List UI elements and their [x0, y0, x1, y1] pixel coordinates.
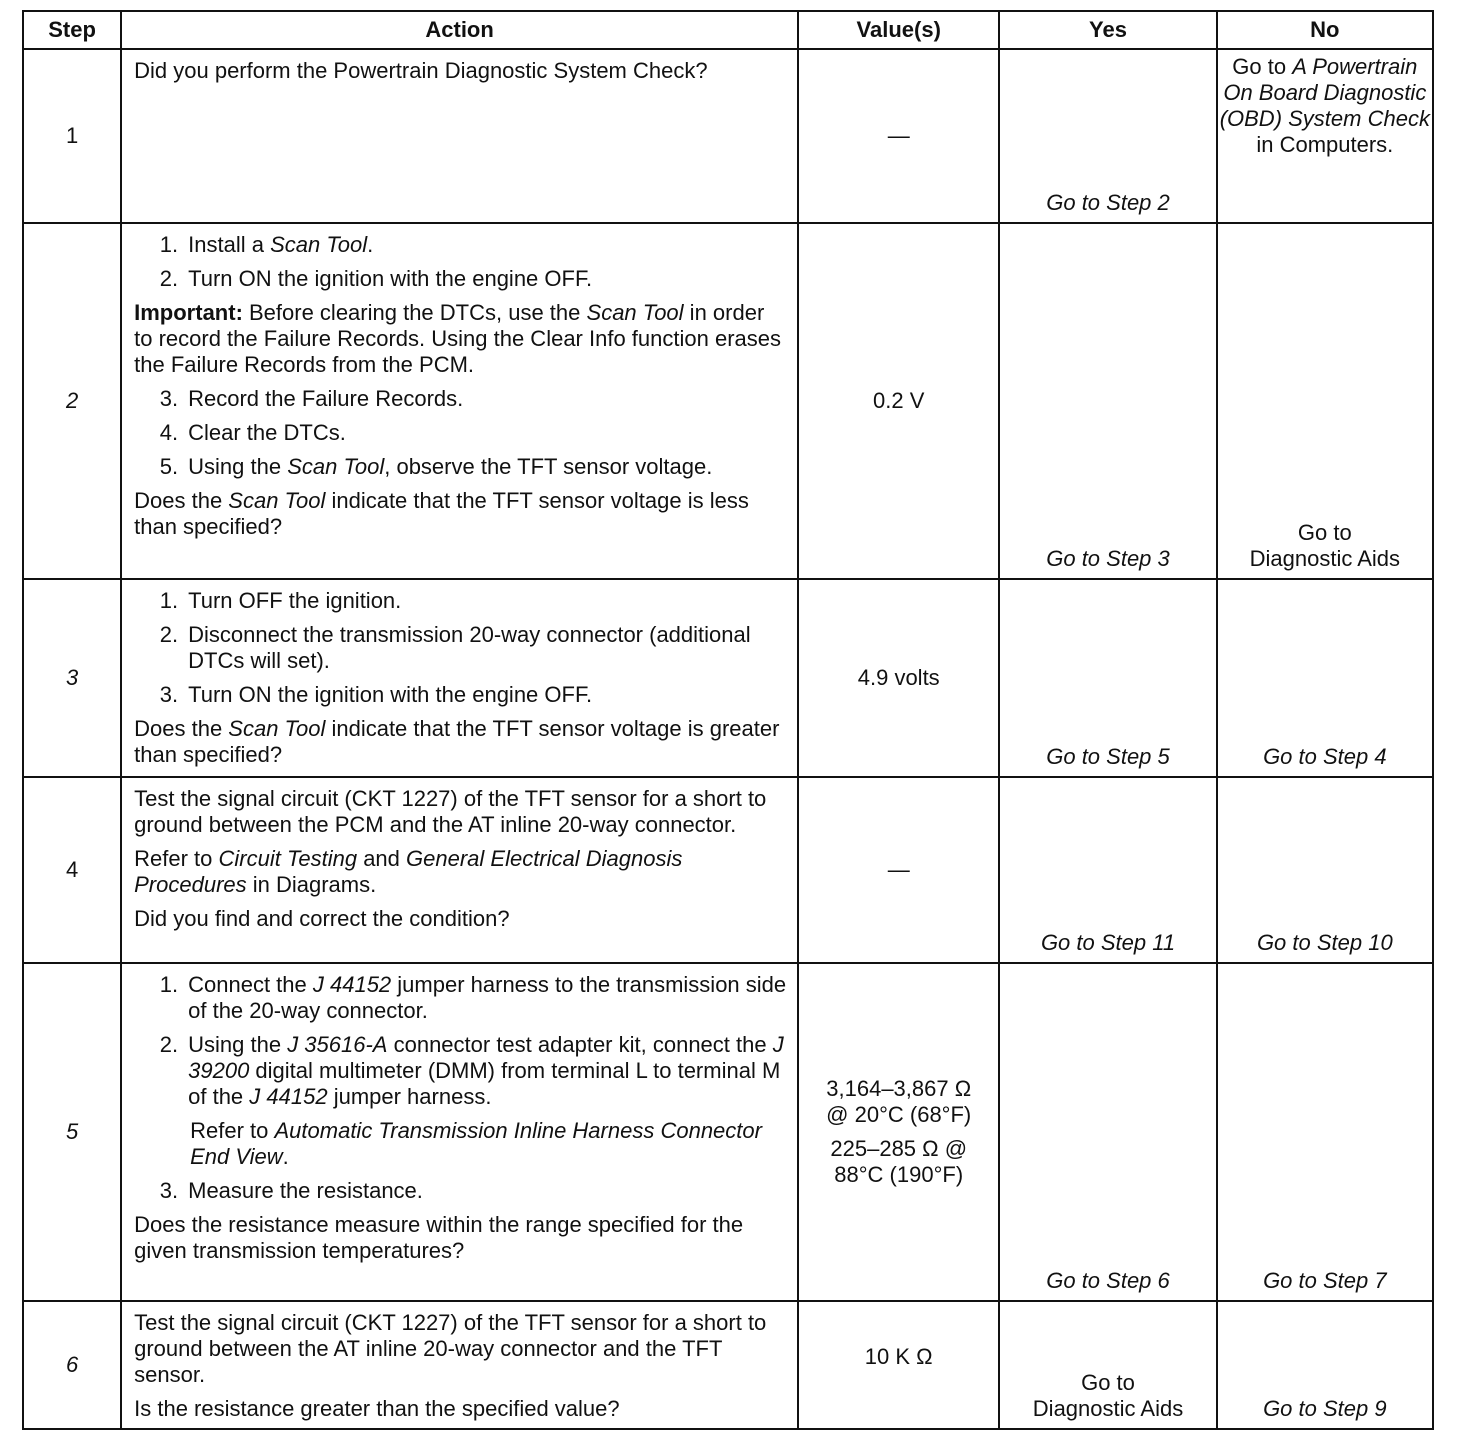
ref-text: and [357, 846, 407, 871]
action-cell [121, 49, 798, 223]
tool-name: Scan Tool [270, 232, 368, 257]
tool-name: J 39200 [188, 1032, 784, 1083]
action-cell [121, 963, 798, 1301]
list-text: Connect the [188, 972, 313, 997]
step-number: 1 [23, 49, 121, 223]
header-step: Step [23, 11, 121, 49]
action-text: Test the signal circuit (CKT 1227) of the TFT sensor for a short to ground between the AT inline 20-way connector and the TFT sensor. [134, 1310, 767, 1387]
reference-text [134, 1118, 787, 1170]
question-text: Does the [134, 488, 229, 513]
ref-link: Circuit Testing [218, 846, 358, 871]
list-text: jumper harness to the transmission side of the 20-way connector. [188, 972, 787, 1023]
list-text: Install a [188, 232, 271, 257]
no-text-suffix: in Computers. [1256, 132, 1394, 157]
no-link: Go to Step 10 [1256, 930, 1393, 955]
tool-name: Scan Tool [228, 488, 326, 513]
list-item [134, 266, 787, 292]
value-cell: — [798, 49, 999, 223]
header-yes: Yes [999, 11, 1216, 49]
no-link: Go to Step 4 [1263, 744, 1387, 769]
list-text: digital multimeter (DMM) from terminal L to terminal M of the [188, 1058, 781, 1109]
note-text: Before clearing the DTCs, use the [242, 300, 587, 325]
important-label: Important: [134, 300, 243, 325]
tool-name: J 44152 [312, 972, 392, 997]
ref-link: Automatic Transmission Inline Harness Connector End View [190, 1118, 762, 1169]
action-question [134, 716, 787, 768]
action-question: Did you find and correct the condition? [134, 906, 510, 931]
list-item [134, 682, 787, 708]
list-item [134, 386, 787, 412]
yes-cell [999, 223, 1216, 579]
note-text: in order to record the Failure Records. Using the Clear Info function erases the Failure Records from the PCM. [134, 300, 781, 377]
tool-name: Scan Tool [287, 454, 385, 479]
action-question: Is the resistance greater than the specified value? [134, 1396, 620, 1421]
no-link: Diagnostic Aids [1249, 546, 1401, 571]
step-number: 2 [23, 223, 121, 579]
ref-text: Refer to [134, 846, 219, 871]
list-item [134, 622, 787, 674]
ref-text: in Diagrams. [246, 872, 377, 897]
yes-link: Go to Step 3 [1046, 546, 1170, 571]
important-note [134, 300, 787, 378]
value-text: 3,164–3,867 Ω @ 20°C (68°F) [826, 1076, 972, 1127]
no-link: Go to Step 7 [1263, 1268, 1387, 1293]
action-cell [121, 1301, 798, 1429]
ref-text: . [282, 1144, 289, 1169]
table-row [23, 223, 1433, 579]
tool-name: Scan Tool [228, 716, 326, 741]
ref-link: General Electrical Diagnosis Procedures [134, 846, 683, 897]
step-number: 6 [23, 1301, 121, 1429]
list-item [134, 972, 787, 1024]
list-number: 3. [159, 682, 179, 707]
no-cell [1217, 777, 1433, 963]
yes-cell [999, 963, 1216, 1301]
yes-link: Diagnostic Aids [1032, 1396, 1184, 1421]
step-number: 5 [23, 963, 121, 1301]
table-row [23, 963, 1433, 1301]
list-text: Measure the resistance. [188, 1178, 423, 1203]
list-number: 1. [159, 232, 179, 257]
value-text: 225–285 Ω @ 88°C (190°F) [830, 1136, 968, 1187]
header-row [23, 11, 1433, 49]
ref-text: Refer to [190, 1118, 275, 1143]
list-text: , observe the TFT sensor voltage. [384, 454, 713, 479]
no-link: A Powertrain On Board Diagnostic (OBD) System Check [1219, 54, 1430, 131]
list-text: jumper harness. [327, 1084, 492, 1109]
no-cell [1217, 579, 1433, 777]
yes-link: Go to Step 2 [1046, 190, 1170, 215]
header-no: No [1217, 11, 1433, 49]
step-number: 4 [23, 777, 121, 963]
list-text: Using the [188, 1032, 288, 1057]
action-cell [121, 579, 798, 777]
action-question: Did you perform the Powertrain Diagnostic System Check? [134, 58, 708, 83]
no-link: Go to Step 9 [1263, 1396, 1387, 1421]
list-text: Disconnect the transmission 20-way connector (additional DTCs will set). [188, 622, 751, 673]
list-number: 3. [159, 386, 179, 411]
value-cell: — [798, 777, 999, 963]
tool-name: J 35616-A [287, 1032, 388, 1057]
step-number: 3 [23, 579, 121, 777]
list-text: Turn ON the ignition with the engine OFF. [188, 682, 593, 707]
list-text: connector test adapter kit, connect the [387, 1032, 773, 1057]
yes-cell [999, 579, 1216, 777]
list-text: Clear the DTCs. [188, 420, 346, 445]
list-number: 5. [159, 454, 179, 479]
action-cell [121, 777, 798, 963]
diagnostic-table [22, 10, 1434, 1430]
list-number: 4. [159, 420, 179, 445]
yes-link: Go to Step 6 [1046, 1268, 1170, 1293]
table-row [23, 777, 1433, 963]
no-cell [1217, 1301, 1433, 1429]
tool-name: J 44152 [249, 1084, 328, 1109]
list-item [134, 454, 787, 480]
list-item [134, 232, 787, 258]
action-cell [121, 223, 798, 579]
no-text: Go to [1232, 54, 1293, 79]
action-question: Does the resistance measure within the range specified for the given transmission temperatures? [134, 1212, 744, 1263]
no-cell [1217, 223, 1433, 579]
list-number: 1. [159, 588, 179, 613]
list-item [134, 588, 787, 614]
table-row [23, 1301, 1433, 1429]
yes-cell [999, 49, 1216, 223]
list-text: Record the Failure Records. [188, 386, 464, 411]
action-text: Test the signal circuit (CKT 1227) of the TFT sensor for a short to ground between the PCM and the AT inline 20-way connector. [134, 786, 767, 837]
value-cell: 0.2 V [798, 223, 999, 579]
list-item [134, 1032, 787, 1110]
list-number: 2. [159, 622, 179, 647]
header-values: Value(s) [798, 11, 999, 49]
list-text: . [367, 232, 374, 257]
question-text: indicate that the TFT sensor voltage is less than specified? [134, 488, 749, 539]
list-item [134, 420, 787, 446]
tool-name: Scan Tool [586, 300, 684, 325]
question-text: indicate that the TFT sensor voltage is greater than specified? [134, 716, 780, 767]
header-action: Action [121, 11, 798, 49]
list-item [134, 1178, 787, 1204]
value-cell: 4.9 volts [798, 579, 999, 777]
value-cell: 10 K Ω [798, 1301, 999, 1429]
list-number: 3. [159, 1178, 179, 1203]
list-text: Turn ON the ignition with the engine OFF. [188, 266, 593, 291]
list-number: 2. [159, 1032, 179, 1057]
list-number: 1. [159, 972, 179, 997]
value-cell [798, 963, 999, 1301]
yes-link: Go to Step 5 [1046, 744, 1170, 769]
list-text: Turn OFF the ignition. [188, 588, 402, 613]
action-question [134, 488, 787, 540]
yes-cell [999, 1301, 1216, 1429]
no-text: Go to [1297, 520, 1352, 545]
question-text: Does the [134, 716, 229, 741]
list-text: Using the [188, 454, 288, 479]
yes-text: Go to [1081, 1370, 1135, 1395]
table-row [23, 49, 1433, 223]
reference-text [134, 846, 787, 898]
yes-cell [999, 777, 1216, 963]
no-cell [1217, 49, 1433, 223]
list-number: 2. [159, 266, 179, 291]
table-row [23, 579, 1433, 777]
yes-link: Go to Step 11 [1040, 930, 1176, 955]
no-cell [1217, 963, 1433, 1301]
